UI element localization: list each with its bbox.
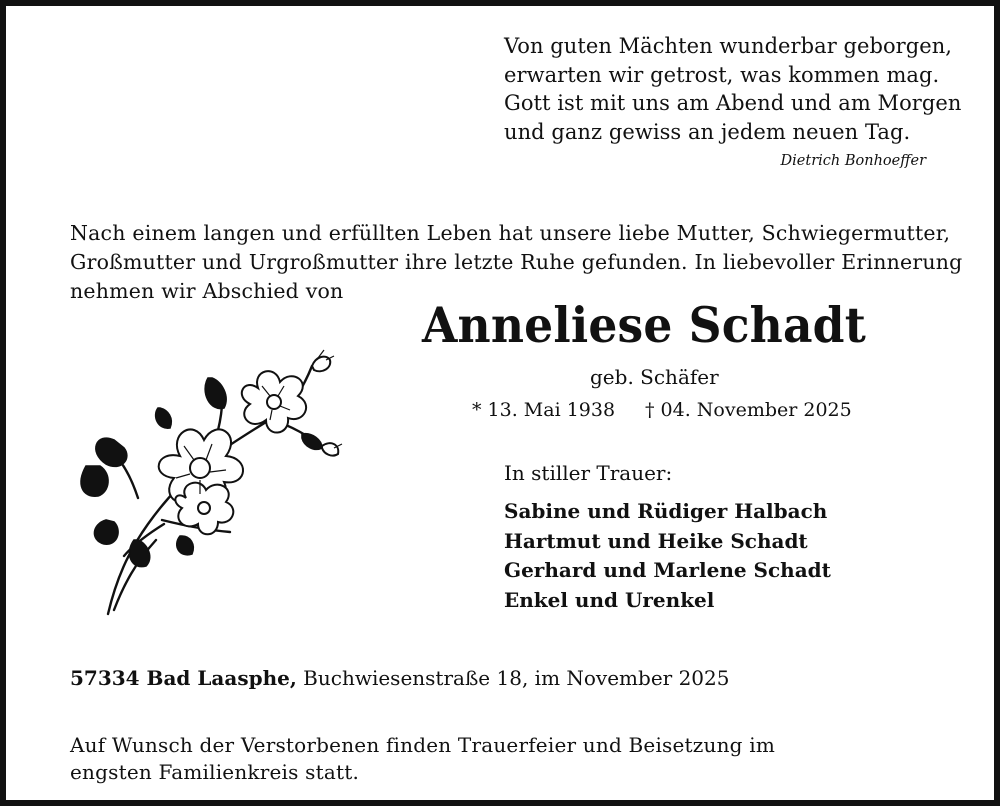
mourner-item: Sabine und Rüdiger Halbach bbox=[504, 499, 828, 523]
mourner-item: Enkel und Urenkel bbox=[504, 587, 715, 612]
notice-line: Auf Wunsch der Verstorbenen finden Trauerfeier und Beisetzung im bbox=[70, 733, 776, 757]
address-place: 57334 Bad Laasphe, bbox=[70, 666, 297, 690]
poem-line: Von guten Mächten wunderbar geborgen, bbox=[504, 34, 953, 58]
poem-line: erwarten wir getrost, was kommen mag. bbox=[504, 62, 940, 87]
intro-line: Großmutter und Urgroßmutter ihre letzte Ruhe gefunden. In liebevoller Erinnerung bbox=[70, 250, 963, 274]
notice-line: engsten Familienkreis statt. bbox=[70, 760, 359, 784]
funeral-notice bbox=[70, 732, 775, 786]
mourners-list bbox=[504, 497, 831, 615]
flower-branch-icon bbox=[76, 348, 346, 620]
address-details: Buchwiesenstraße 18, im November 2025 bbox=[303, 666, 730, 690]
birth-date: * 13. Mai 1938 bbox=[472, 399, 616, 421]
death-date: † 04. November 2025 bbox=[645, 399, 852, 421]
mourner-item: Gerhard und Marlene Schadt bbox=[504, 558, 831, 582]
intro-text bbox=[70, 219, 962, 306]
mourning-label: In stiller Trauer: bbox=[504, 461, 673, 485]
poem-author: Dietrich Bonhoeffer bbox=[780, 153, 926, 169]
deceased-name: Anneliese Schadt bbox=[422, 296, 866, 354]
intro-line: Nach einem langen und erfüllten Leben hat unsere liebe Mutter, Schwiegermutter, bbox=[70, 221, 951, 245]
poem-line: und ganz gewiss an jedem neuen Tag. bbox=[504, 119, 911, 144]
poem bbox=[504, 32, 961, 146]
poem-line: Gott ist mit uns am Abend und am Morgen bbox=[504, 91, 962, 115]
mourner-item: Hartmut und Heike Schadt bbox=[504, 528, 808, 553]
intro-line: nehmen wir Abschied von bbox=[70, 279, 344, 303]
address-line bbox=[70, 666, 729, 690]
maiden-name: geb. Schäfer bbox=[590, 365, 719, 389]
